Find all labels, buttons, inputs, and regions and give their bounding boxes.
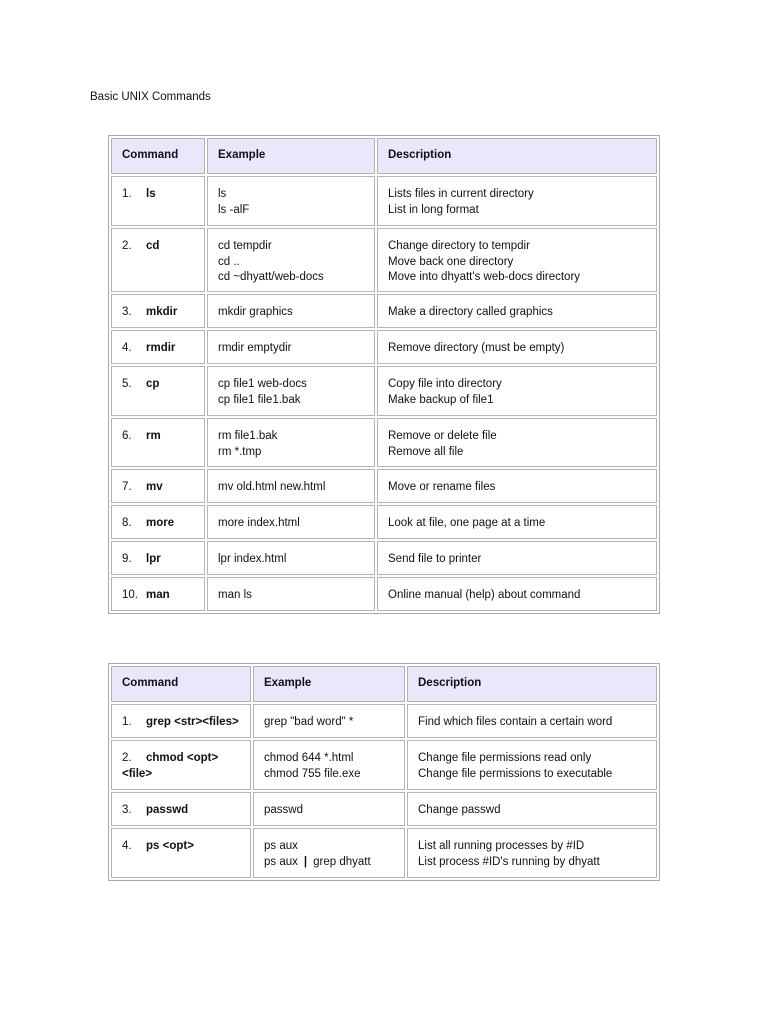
description-cell: Remove or delete file Remove all file [377,418,657,467]
command-cell: 2. chmod <opt> <file> [111,740,251,790]
header-row [111,138,657,174]
command-cell: 9. lpr [111,541,205,575]
pipe-symbol: | [303,855,308,868]
example-cell: chmod 644 *.html chmod 755 file.exe [253,740,405,790]
command-name: ps <opt> [146,840,194,852]
description-cell: Find which files contain a certain word [407,704,657,738]
table-row [111,541,657,575]
header-command: Command [111,666,251,702]
page-title: Basic UNIX Commands [90,91,211,103]
command-name: rmdir [146,342,176,354]
description-cell: Move or rename files [377,469,657,503]
header-example: Example [207,138,375,174]
table-row [111,505,657,539]
example-cell: lpr index.html [207,541,375,575]
example-cell: rm file1.bak rm *.tmp [207,418,375,467]
commands-table-1 [108,135,660,614]
example-cell: rmdir emptydir [207,330,375,364]
command-cell: 5. cp [111,366,205,416]
header-command: Command [111,138,205,174]
header-example: Example [253,666,405,702]
command-cell: 8. more [111,505,205,539]
command-cell: 10. man [111,577,205,611]
table-row [111,294,657,328]
command-name: grep <str><files> [146,716,239,728]
example-cell: cp file1 web-docs cp file1 file1.bak [207,366,375,416]
table-row [111,704,657,738]
table-row [111,330,657,364]
description-cell: Online manual (help) about command [377,577,657,611]
example-cell: cd tempdir cd .. cd ~dhyatt/web-docs [207,228,375,292]
header-description: Description [377,138,657,174]
command-name: lpr [146,553,161,565]
command-cell: 6. rm [111,418,205,467]
table-row [111,577,657,611]
table-row [111,228,657,292]
command-name: mv [146,481,163,493]
command-name: ls [146,188,156,200]
command-name: more [146,517,175,529]
command-cell: 4. rmdir [111,330,205,364]
command-name: passwd [146,804,189,816]
command-name: rm [146,430,161,442]
example-cell: ps aux ps aux | grep dhyatt [253,828,405,878]
command-name: cd [146,240,160,252]
command-cell: 1. ls [111,176,205,226]
command-cell: 1. grep <str><files> [111,704,251,738]
command-cell: 3. mkdir [111,294,205,328]
table-row [111,176,657,226]
command-cell: 2. cd [111,228,205,292]
description-cell: Make a directory called graphics [377,294,657,328]
command-name: cp [146,378,160,390]
command-name: mkdir [146,306,178,318]
command-cell: 7. mv [111,469,205,503]
table-row [111,828,657,878]
example-cell: grep "bad word" * [253,704,405,738]
table-row [111,792,657,826]
description-cell: Copy file into directory Make backup of file1 [377,366,657,416]
description-cell: Change directory to tempdir Move back one directory Move into dhyatt's web-docs directory [377,228,657,292]
description-cell: Remove directory (must be empty) [377,330,657,364]
command-cell: 4. ps <opt> [111,828,251,878]
description-cell: Lists files in current directory List in long format [377,176,657,226]
command-name: man [146,589,170,601]
header-description: Description [407,666,657,702]
table-row [111,469,657,503]
example-cell: mv old.html new.html [207,469,375,503]
description-cell: Send file to printer [377,541,657,575]
description-cell: Look at file, one page at a time [377,505,657,539]
example-cell: passwd [253,792,405,826]
command-name: chmod <opt> <file> [122,752,219,780]
table-row [111,740,657,790]
commands-table-2 [108,663,660,881]
header-row [111,666,657,702]
table-row [111,418,657,467]
example-cell: ls ls -alF [207,176,375,226]
command-cell: 3. passwd [111,792,251,826]
example-cell: more index.html [207,505,375,539]
description-cell: List all running processes by #ID List process #ID's running by dhyatt [407,828,657,878]
table-row [111,366,657,416]
example-cell: mkdir graphics [207,294,375,328]
example-cell: man ls [207,577,375,611]
description-cell: Change passwd [407,792,657,826]
description-cell: Change file permissions read only Change file permissions to executable [407,740,657,790]
